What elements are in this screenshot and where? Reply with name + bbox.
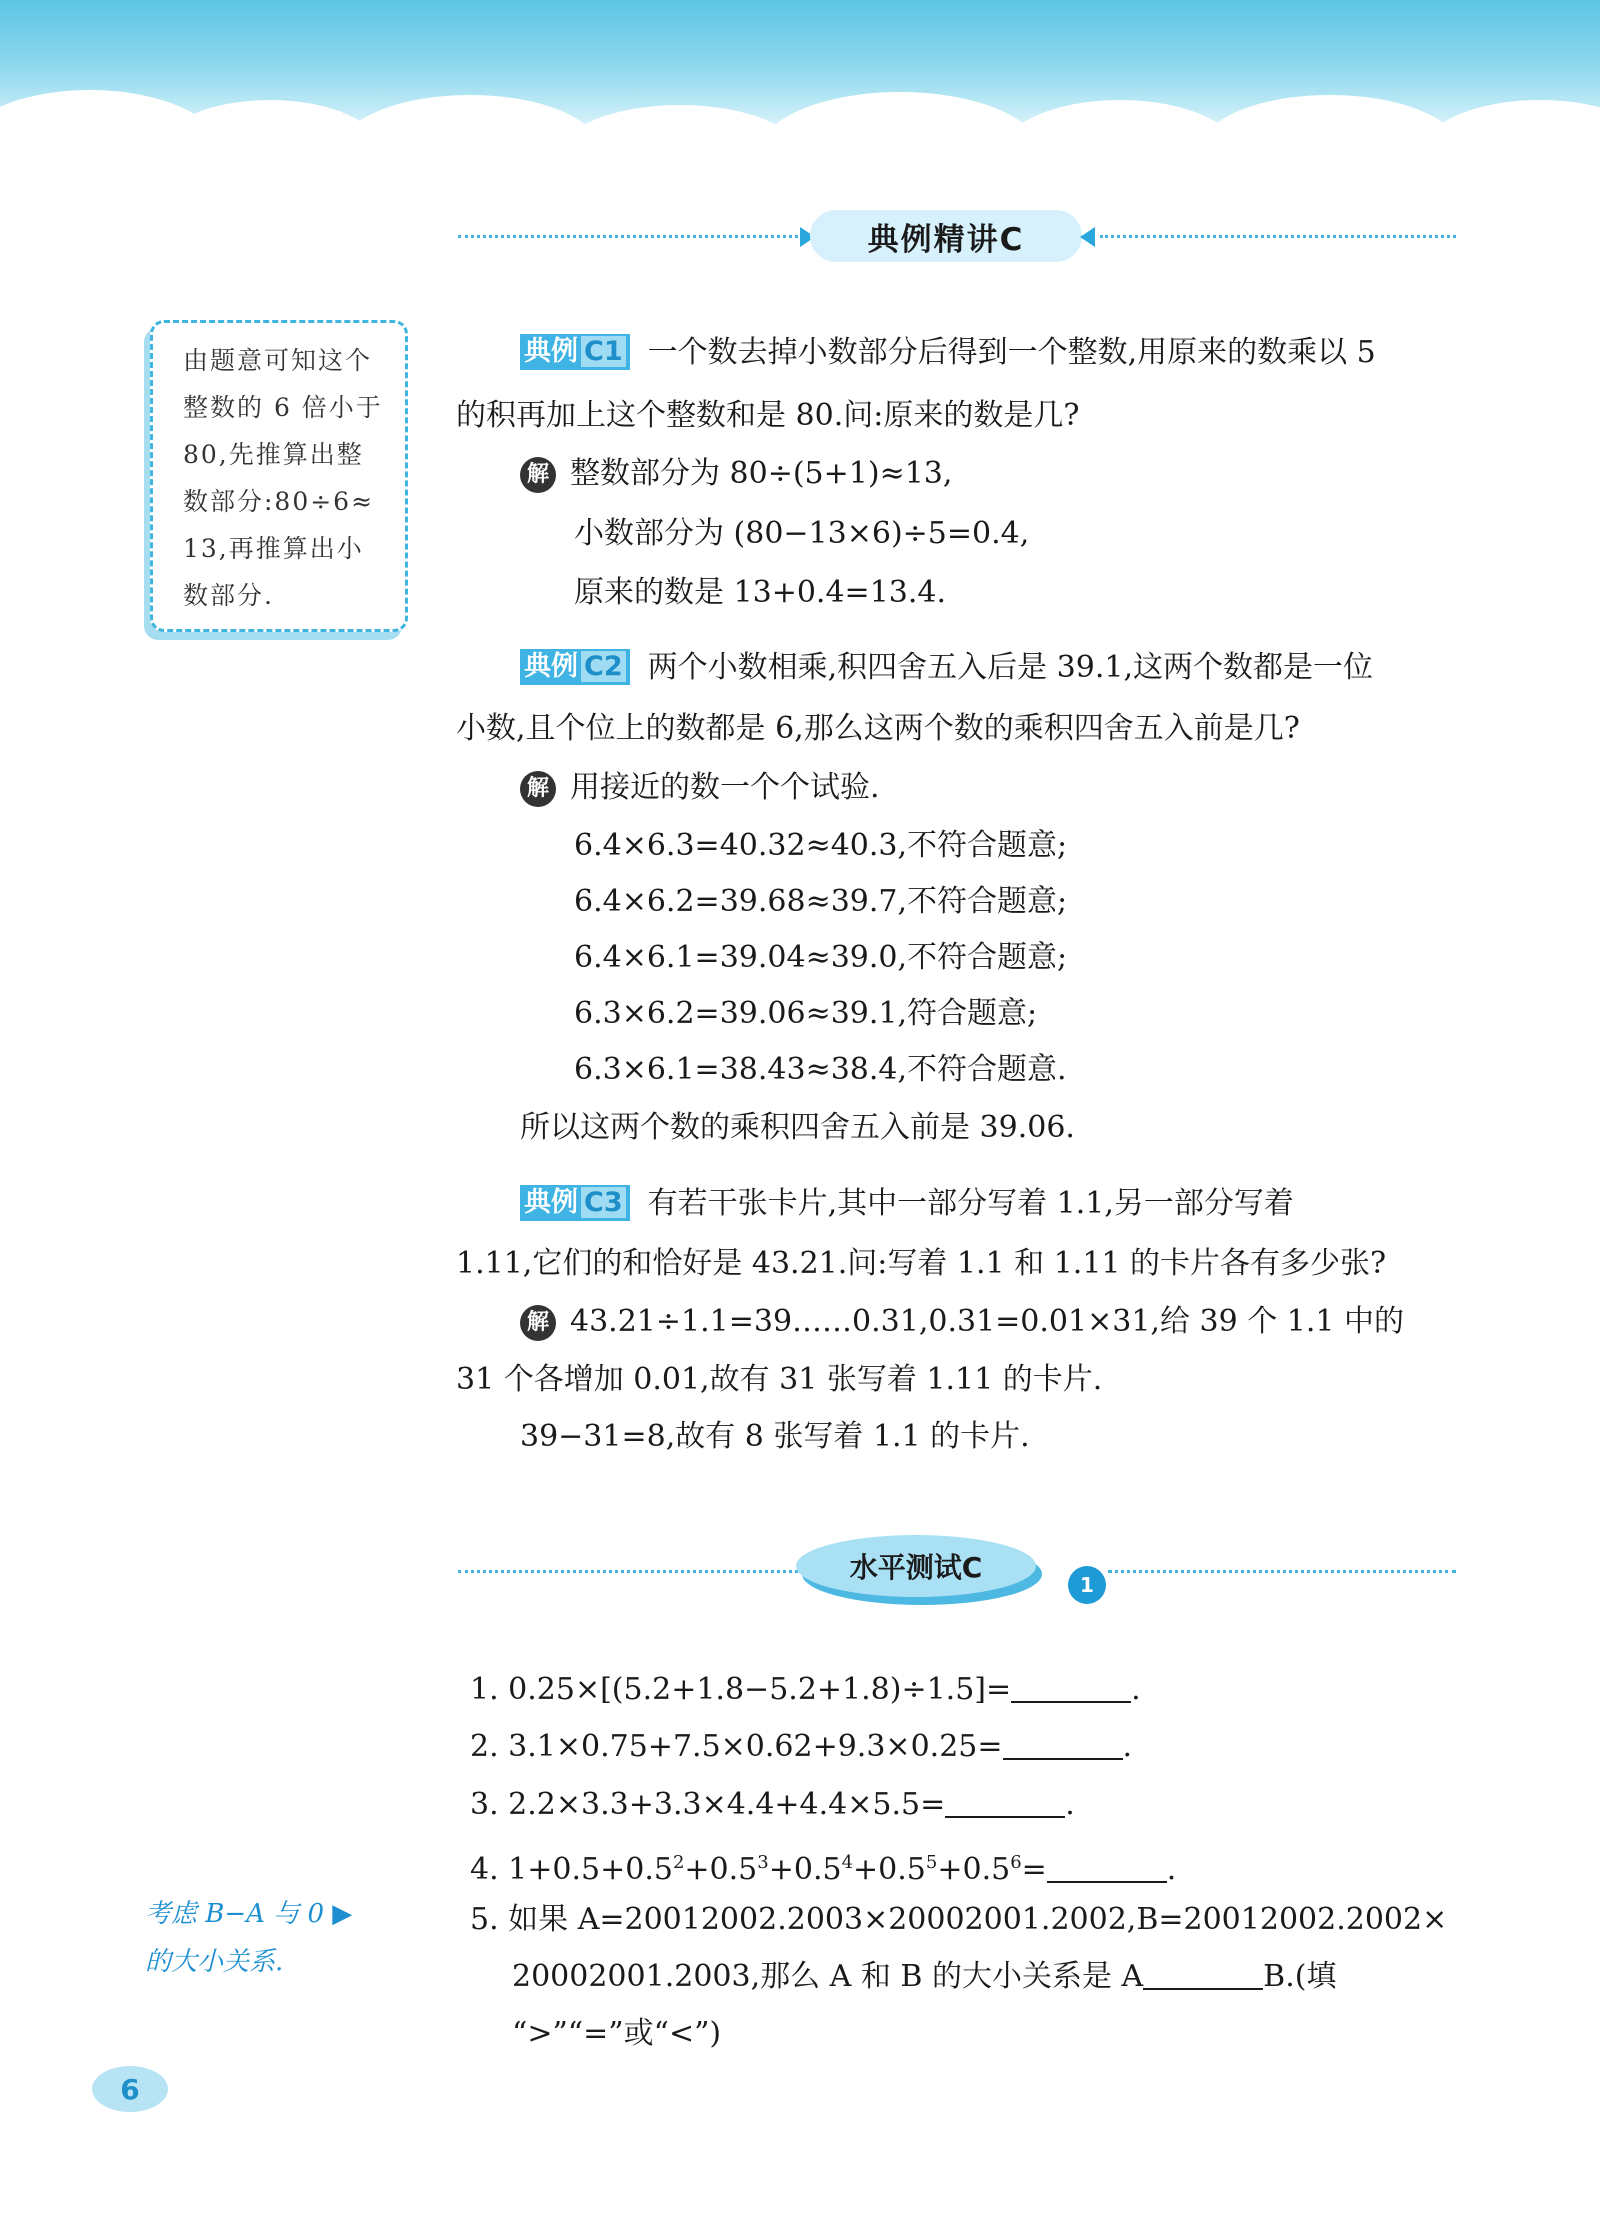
section2-rule-right [1108,1570,1456,1573]
section2-badge: 1 [1068,1566,1106,1604]
problem-4: 4. $1+0.5+0.5^2+0.5^3+0.5^4+0.5^5+0.5^6=$ . [470,1852,1177,1887]
problem-3: 3. 2.2×3.3+3.3×4.4+4.4×5.5= . [470,1787,1075,1822]
problem-1: 1. 0.25×[(5.2+1.8−5.2+1.8)÷1.5]= . [470,1672,1141,1707]
ex2-conclusion: 所以这两个数的乘积四舍五入前是 39.06. [520,1110,1075,1145]
top-cloud-banner [0,0,1600,150]
answer-blank[interactable] [1143,1960,1263,1990]
side-note-line: 考虑 B−A 与 0 ▶ [145,1899,353,1929]
ex1-question-line2: 的积再加上这个整数和是 80.问:原来的数是几? [456,398,1080,433]
hint-line: 13,再推算出小 [183,534,364,563]
hint-line: 80,先推算出整 [183,440,364,469]
ex3-question-line1: 典例 C3 有若干张卡片,其中一部分写着 1.1,另一部分写着 [520,1184,1294,1224]
answer-blank[interactable] [1011,1673,1131,1703]
ex2-trial-2: 6.4×6.2=39.68≈39.7,不符合题意; [574,884,1068,919]
ex1-question-line1: 典例 C1 一个数去掉小数部分后得到一个整数,用原来的数乘以 5 [520,333,1376,373]
ex2-trial-1: 6.4×6.3=40.32≈40.3,不符合题意; [574,828,1068,863]
solution-badge: 解 [520,1305,556,1341]
hint-line: 整数的 6 倍小于 [183,393,383,422]
hint-box [150,320,408,632]
answer-blank[interactable] [945,1788,1065,1818]
ex3-answer-line3: 39−31=8,故有 8 张写着 1.1 的卡片. [520,1419,1030,1454]
ex1-answer-line1: 解 整数部分为 80÷(5+1)≈13, [520,454,952,494]
section2-rule-left [458,1570,798,1573]
ex2-trial-3: 6.4×6.1=39.04≈39.0,不符合题意; [574,940,1068,975]
example-tag: 典例 C3 [520,1185,630,1221]
ex3-answer-line2: 31 个各增加 0.01,故有 31 张写着 1.11 的卡片. [456,1362,1103,1397]
section1-rule-right [1100,235,1456,238]
ex2-trial-5: 6.3×6.1=38.43≈38.4,不符合题意. [574,1052,1067,1087]
ex3-answer-line1: 解 43.21÷1.1=39……0.31,0.31=0.01×31,给 39 个 1.1 中的 [520,1302,1404,1342]
hint-line: 由题意可知这个 [183,346,373,375]
problem-2: 2. 3.1×0.75+7.5×0.62+9.3×0.25= . [470,1729,1133,1764]
page-number: 6 [92,2066,168,2112]
section1-title: 典例精讲C [810,210,1082,262]
solution-badge: 解 [520,457,556,493]
problem-5-line2: 20002001.2003,那么 A 和 B 的大小关系是 A B.(填 [512,1959,1337,1994]
example-tag: 典例 C2 [520,649,630,685]
solution-badge: 解 [520,771,556,807]
ex1-answer-line2: 小数部分为 (80−13×6)÷5=0.4, [574,516,1030,551]
problem-5-line1: 5. 如果 A=20012002.2003×20002001.2002,B=20012002.2002× [470,1902,1448,1937]
hint-line: 数部分:80÷6≈ [183,487,375,516]
section2-title: 水平测试C [796,1535,1036,1597]
ex2-answer-intro: 解 用接近的数一个个试验. [520,768,880,808]
answer-blank[interactable] [1047,1853,1167,1883]
ex2-question-line2: 小数,且个位上的数都是 6,那么这两个数的乘积四舍五入前是几? [456,711,1300,746]
side-note-line: 的大小关系. [145,1947,284,1977]
ex1-answer-line3: 原来的数是 13+0.4=13.4. [574,575,947,610]
ex3-question-line2: 1.11,它们的和恰好是 43.21.问:写着 1.1 和 1.11 的卡片各有多少张? [456,1246,1387,1281]
answer-blank[interactable] [1003,1730,1123,1760]
hint-line: 数部分. [183,581,274,610]
side-note [145,1890,425,1986]
example-tag: 典例 C1 [520,334,630,370]
problem-5-line3: “>”“=”或“<”) [512,2016,722,2051]
arrow-left-icon [1080,227,1095,247]
section1-rule-left [458,235,798,238]
ex2-question-line1: 典例 C2 两个小数相乘,积四舍五入后是 39.1,这两个数都是一位 [520,648,1373,688]
ex2-trial-4: 6.3×6.2=39.06≈39.1,符合题意; [574,996,1038,1031]
